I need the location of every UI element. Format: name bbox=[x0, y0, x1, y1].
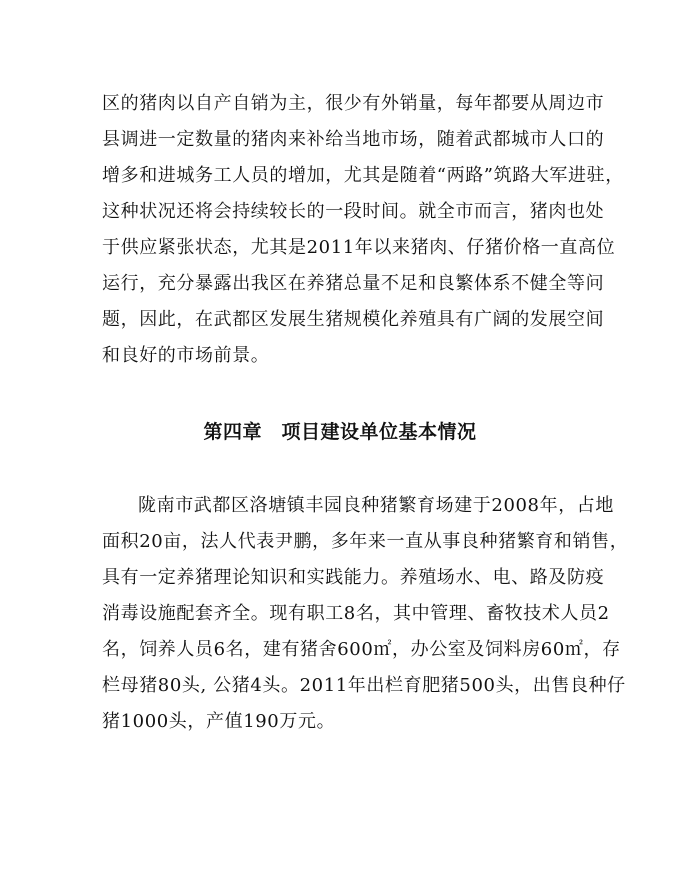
text-line: 名，饲养人员6名，建有猪舍600㎡，办公室及饲料房60㎡，存 bbox=[102, 639, 621, 660]
text-line: 面积20亩，法人代表尹鹏，多年来一直从事良种猪繁育和销售， bbox=[102, 531, 629, 552]
text-line: 县调进一定数量的猪肉来补给当地市场，随着武都城市人口的 bbox=[102, 129, 605, 150]
text-line: 运行，充分暴露出我区在养猪总量不足和良繁体系不健全等问 bbox=[102, 273, 605, 294]
text-line: 栏母猪80头, 公猪4头。2011年出栏育肥猪500头，出售良种仔 bbox=[102, 675, 626, 696]
paragraph-market-outlook bbox=[102, 86, 624, 374]
text-line: 和良好的市场前景。 bbox=[102, 345, 270, 366]
text-line: 区的猪肉以自产自销为主，很少有外销量，每年都要从周边市 bbox=[102, 93, 605, 114]
chapter-heading: 第四章 项目建设单位基本情况 bbox=[203, 421, 477, 443]
text-line: 这种状况还将会持续较长的一段时间。就全市而言，猪肉也处 bbox=[102, 201, 605, 222]
text-line: 陇南市武都区洛塘镇丰园良种猪繁育场建于2008年，占地 bbox=[138, 495, 615, 516]
paragraph-unit-info bbox=[102, 488, 629, 740]
text-line: 消毒设施配套齐全。现有职工8名，其中管理、畜牧技术人员2 bbox=[102, 603, 610, 624]
text-line: 猪1000头，产值190万元。 bbox=[102, 711, 336, 732]
text-line: 增多和进城务工人员的增加，尤其是随着“两路”筑路大军进驻， bbox=[102, 165, 624, 186]
text-line: 具有一定养猪理论知识和实践能力。养殖场水、电、路及防疫 bbox=[102, 567, 605, 588]
text-line: 题，因此，在武都区发展生猪规模化养殖具有广阔的发展空间 bbox=[102, 309, 605, 330]
text-line: 于供应紧张状态，尤其是2011年以来猪肉、仔猪价格一直高位 bbox=[102, 237, 616, 258]
